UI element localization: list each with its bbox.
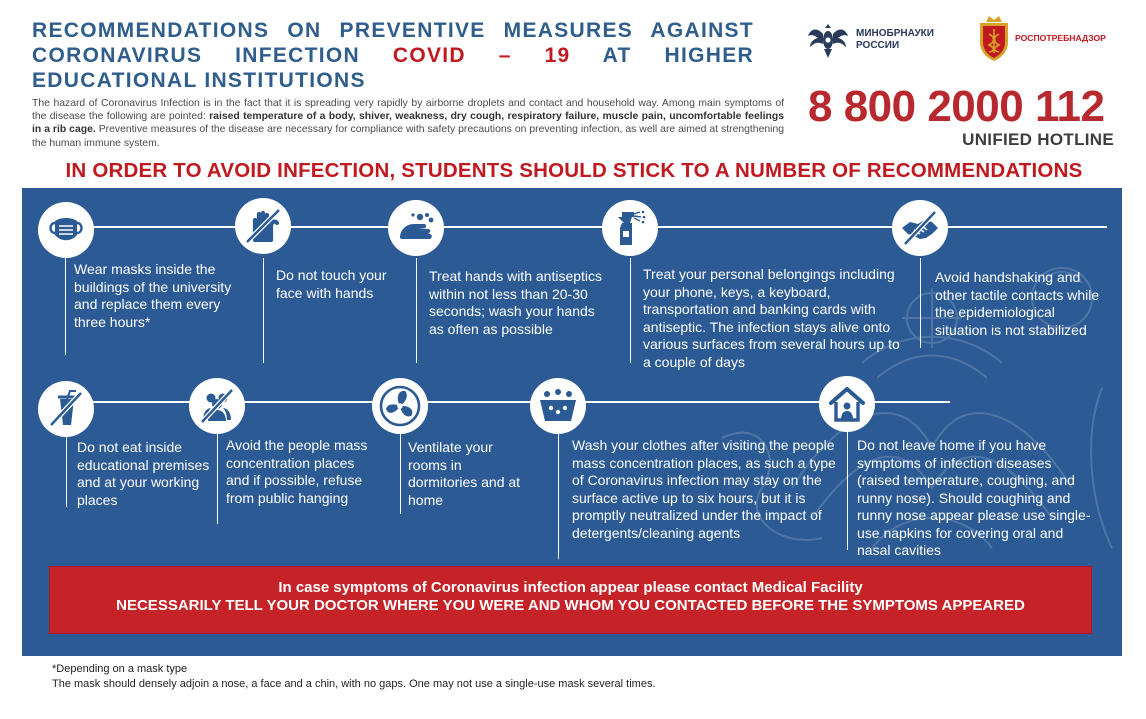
footnote — [52, 662, 656, 692]
tip-crowds-line — [217, 434, 218, 524]
mask-icon — [47, 215, 85, 245]
tip-eat-icon-badge — [38, 381, 94, 437]
recommendations-heading: IN ORDER TO AVOID INFECTION, STUDENTS SHOULD STICK TO A NUMBER OF RECOMMENDATIONS — [65, 159, 1083, 182]
tip-ventilate-text: Ventilate your rooms in dormitories and at home — [408, 439, 521, 508]
ministry-name-line-1: МИНОБРНАУКИ — [856, 28, 934, 39]
tip-ventilate-icon-badge — [372, 378, 428, 434]
tip-home-text: Do not leave home if you have symptoms of infection diseases (raised temperature, coughing, and runny nose). Should coughing and runny nose appear please use single-use napkins for covering oral and nasal cavities — [857, 437, 1091, 558]
tip-belongings-line — [630, 258, 631, 363]
hand-wash-icon — [396, 210, 436, 246]
no-eating-icon — [46, 389, 86, 429]
fan-icon — [379, 385, 421, 427]
ministry-name-line-2: РОССИИ — [856, 40, 900, 51]
tip-handshake-text: Avoid handshaking and other tactile contacts while the epidemiological situation is not stabilized — [935, 269, 1100, 338]
tip-masks-text: Wear masks inside the buildings of the university and replace them every three hours* — [74, 261, 232, 330]
tip-face-line — [263, 258, 264, 363]
tip-face-text: Do not touch your face with hands — [276, 267, 387, 301]
no-crowd-icon — [197, 386, 237, 426]
ministry-logo — [806, 20, 934, 60]
medical-alert-banner — [49, 566, 1092, 634]
alert-line-2: NECESSARILY TELL YOUR DOCTOR WHERE YOU WERE AND WHOM YOU CONTACTED BEFORE THE SYMPTOMS APPEARED — [116, 597, 1025, 614]
alert-line-1: In case symptoms of Coronavirus infection appear please contact Medical Facility — [278, 579, 863, 596]
tip-hands-text: Treat hands with antiseptics within not less than 20-30 seconds; wash your hands as often as possible — [429, 268, 603, 337]
spray-bottle-icon — [610, 208, 650, 248]
tip-belongings-text: Treat your personal belongings including your phone, keys, a keyboard, transportation and banking cards with antiseptic. The infection stays alive onto various surfaces from several hours up to a couple of days — [643, 266, 900, 370]
tip-ventilate-line — [400, 434, 401, 514]
tip-handshake-icon-badge — [892, 200, 948, 256]
tip-crowds-icon-badge — [189, 378, 245, 434]
tip-crowds-text: Avoid the people mass concentration places and if possible, refuse from public hanging — [226, 437, 368, 506]
hotline-number[interactable]: 8 800 2000 112 — [808, 82, 1105, 131]
tip-handshake-line — [920, 258, 921, 348]
stay-home-icon — [827, 385, 867, 423]
rospotreb-name: РОСПОТРЕБНАДЗОР — [1015, 33, 1106, 43]
tip-home-line — [847, 432, 848, 550]
tip-eat-text: Do not eat inside educational premises and at your working places — [77, 439, 210, 508]
tip-clothes-icon-badge — [530, 378, 586, 434]
laundry-icon — [537, 388, 579, 424]
no-handshake-icon — [900, 208, 940, 248]
footnote-line-2: The mask should densely adjoin a nose, a face and a chin, with no gaps. One may not use a single-use mask several times. — [52, 678, 656, 690]
title-part-2: AT HIGHER EDUCATIONAL INSTITUTIONS — [32, 44, 754, 92]
tip-belongings-icon-badge — [602, 200, 658, 256]
title-part-1: RECOMMENDATIONS ON PREVENTIVE MEASURES AGAINST CORONAVIRUS INFECTION — [32, 19, 754, 67]
tip-home-icon-badge — [819, 376, 875, 432]
row-2-connector — [40, 401, 950, 403]
tip-hands-line — [416, 258, 417, 363]
intro-text-1: The hazard of Coronavirus Infection is in the fact that it is spreading very rapidly by airborne droplets and contact and household way. Among main symptoms of the disease the following are pointed: — [32, 98, 784, 123]
tip-masks-line — [65, 258, 66, 355]
no-touch-face-icon — [243, 206, 283, 246]
tip-hands-icon-badge — [388, 200, 444, 256]
hotline-label: UNIFIED HOTLINE — [962, 130, 1114, 149]
tip-eat-line — [66, 437, 67, 507]
footnote-line-1: *Depending on a mask type — [52, 663, 188, 675]
intro-symptoms: raised temperature of a body, shiver, weakness, dry cough, respiratory failure, muscle pain, uncomfortable feelings in a rib cage. — [32, 111, 784, 136]
tip-masks-icon-badge — [38, 202, 94, 258]
page-title — [32, 18, 754, 93]
tip-clothes-text: Wash your clothes after visiting the people mass concentration places, as such a type of Coronavirus infection may stay on the surface active up to six hours, but it is promptly neutralized under the impact of detergents/cleaning agents — [572, 437, 836, 541]
rospotrebnadzor-logo — [977, 14, 1106, 62]
intro-paragraph — [32, 97, 784, 150]
tip-clothes-line — [558, 434, 559, 559]
rospotreb-emblem-icon — [977, 14, 1011, 62]
eagle-emblem-icon — [806, 20, 850, 60]
intro-text-2: Preventive measures of the disease are necessary for compliance with safety precautions on preventing infection, as well are aimed at strengthening the human immune system. — [32, 124, 784, 149]
tip-face-icon-badge — [235, 198, 291, 254]
title-covid: COVID – 19 — [392, 44, 571, 67]
